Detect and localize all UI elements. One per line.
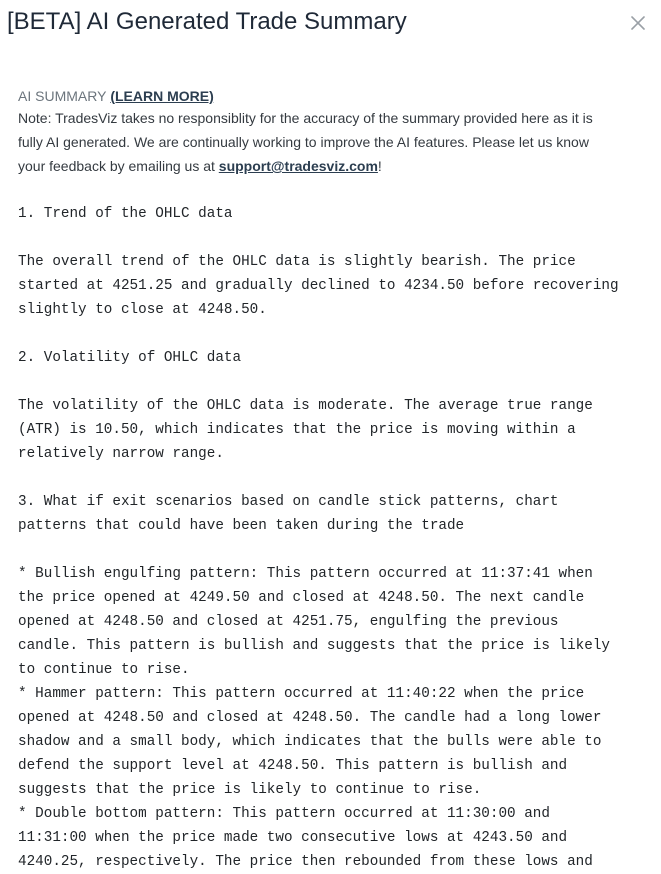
summary-line: The overall trend of the OHLC data is slightly bearish. The price	[18, 254, 576, 270]
support-email-link[interactable]: support@tradesviz.com	[218, 158, 378, 174]
summary-line: the price opened at 4249.50 and closed at 4248.50. The next candle	[18, 590, 585, 606]
ai-summary-text	[18, 178, 648, 874]
summary-line: * Hammer pattern: This pattern occurred at 11:40:22 when the price	[18, 686, 585, 702]
summary-line: 4240.25, respectively. The price then rebounded from these lows and	[18, 854, 593, 870]
modal-body	[18, 86, 648, 874]
summary-line: slightly to close at 4248.50.	[18, 302, 267, 318]
summary-line: defend the support level at 4248.50. This pattern is bullish and	[18, 758, 568, 774]
note-line-1: Note: TradesViz takes no responsiblity for the accuracy of the summary provided here as it is	[18, 110, 593, 126]
learn-more-link[interactable]: (LEARN MORE)	[110, 88, 214, 104]
summary-line: relatively narrow range.	[18, 446, 224, 462]
close-button[interactable]	[624, 9, 652, 37]
summary-line	[18, 322, 648, 346]
disclaimer-note	[18, 106, 648, 178]
summary-line	[18, 538, 648, 562]
summary-line: to continue to rise.	[18, 662, 190, 678]
summary-line: shadow and a small body, which indicates that the bulls were able to	[18, 734, 602, 750]
summary-spacer	[18, 178, 648, 202]
summary-line: suggests that the price is likely to continue to rise.	[18, 782, 482, 798]
summary-line: opened at 4248.50 and closed at 4248.50. The candle had a long lower	[18, 710, 602, 726]
ai-summary-header	[18, 86, 648, 106]
summary-line: * Bullish engulfing pattern: This pattern occurred at 11:37:41 when	[18, 566, 593, 582]
summary-line	[18, 370, 648, 394]
note-line-3-prefix: your feedback by emailing us at	[18, 158, 219, 174]
summary-line: started at 4251.25 and gradually declined to 4234.50 before recovering	[18, 278, 619, 294]
summary-line: patterns that could have been taken during the trade	[18, 518, 465, 534]
summary-line	[18, 226, 648, 250]
close-icon	[631, 16, 645, 30]
modal-title: [BETA] AI Generated Trade Summary	[7, 8, 407, 35]
summary-line: 1. Trend of the OHLC data	[18, 206, 233, 222]
summary-line: 2. Volatility of OHLC data	[18, 350, 242, 366]
summary-line: The volatility of the OHLC data is moderate. The average true range	[18, 398, 593, 414]
summary-line: 11:31:00 when the price made two consecutive lows at 4243.50 and	[18, 830, 568, 846]
summary-line	[18, 466, 648, 490]
note-line-3-suffix: !	[377, 158, 382, 174]
summary-line: candle. This pattern is bullish and suggests that the price is likely	[18, 638, 610, 654]
summary-line: (ATR) is 10.50, which indicates that the price is moving within a	[18, 422, 576, 438]
summary-line: 3. What if exit scenarios based on candle stick patterns, chart	[18, 494, 559, 510]
ai-summary-label: AI SUMMARY	[18, 88, 107, 104]
summary-line: * Double bottom pattern: This pattern occurred at 11:30:00 and	[18, 806, 550, 822]
summary-line: opened at 4248.50 and closed at 4251.75, engulfing the previous	[18, 614, 559, 630]
note-line-2: fully AI generated. We are continually working to improve the AI features. Please let us know	[18, 134, 589, 150]
